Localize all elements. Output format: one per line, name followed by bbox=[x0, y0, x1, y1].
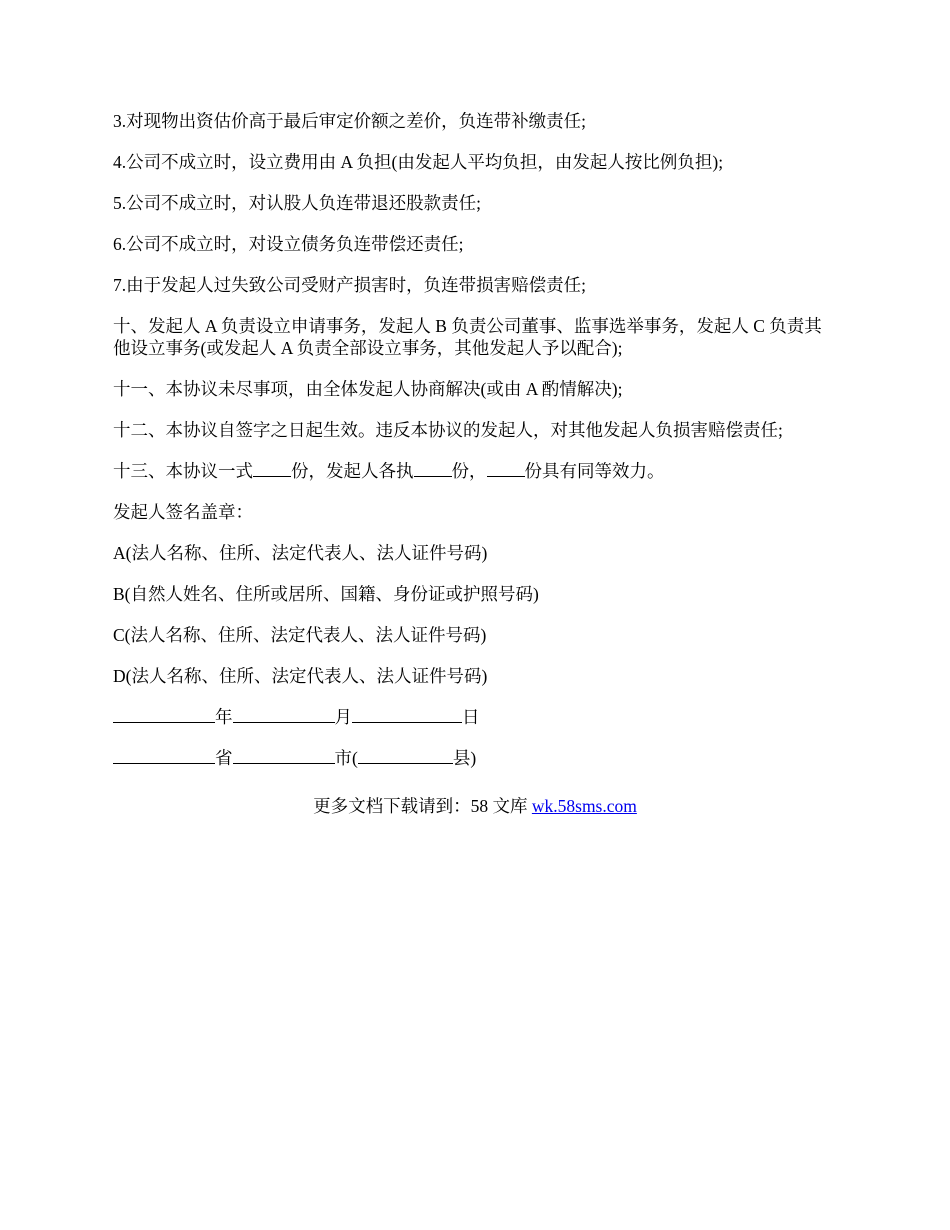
year-label: 年 bbox=[215, 707, 233, 727]
blank-line bbox=[414, 460, 452, 477]
clause-5: 5.公司不成立时，对认股人负连带退还股款责任; bbox=[113, 193, 481, 213]
copies-text-1: 十三、本协议一式 bbox=[113, 461, 253, 481]
copies-text-3: 份， bbox=[451, 461, 487, 481]
clause-6: 6.公司不成立时，对设立债务负连带偿还责任; bbox=[113, 234, 464, 254]
blank-line bbox=[352, 706, 462, 723]
place-line bbox=[113, 747, 833, 770]
copies-text-4: 份具有同等效力。 bbox=[524, 461, 665, 481]
blank-line bbox=[113, 747, 215, 764]
blank-line bbox=[233, 706, 335, 723]
month-label: 月 bbox=[334, 707, 352, 727]
article-10: 十、发起人 A 负责设立申请事务，发起人 B 负责公司董事、监事选举事务，发起人 C 负责其他设立事务(或发起人 A 负责全部设立事务，其他发起人予以配合); bbox=[113, 316, 822, 358]
clause-7: 7.由于发起人过失致公司受财产损害时，负连带损害赔偿责任; bbox=[113, 275, 586, 295]
download-footer bbox=[0, 795, 950, 818]
date-line bbox=[113, 706, 833, 729]
footer-text: 更多文档下载请到：58 文库 bbox=[313, 796, 532, 816]
county-label: 县) bbox=[452, 748, 477, 768]
city-label: 市( bbox=[334, 748, 358, 768]
article-11: 十一、本协议未尽事项，由全体发起人协商解决(或由 A 酌情解决); bbox=[113, 379, 623, 399]
article-13 bbox=[113, 460, 833, 483]
copies-text-2: 份，发起人各执 bbox=[291, 461, 414, 481]
day-label: 日 bbox=[462, 707, 480, 727]
party-b: B(自然人姓名、住所或居所、国籍、身份证或护照号码) bbox=[113, 584, 539, 604]
blank-line bbox=[113, 706, 215, 723]
document-body bbox=[113, 110, 833, 788]
article-12: 十二、本协议自签字之日起生效。违反本协议的发起人，对其他发起人负损害赔偿责任; bbox=[113, 420, 783, 440]
blank-line bbox=[253, 460, 291, 477]
clause-4: 4.公司不成立时，设立费用由 A 负担(由发起人平均负担，由发起人按比例负担); bbox=[113, 152, 724, 172]
party-d: D(法人名称、住所、法定代表人、法人证件号码) bbox=[113, 666, 488, 686]
clause-3: 3.对现物出资估价高于最后审定价额之差价，负连带补缴责任; bbox=[113, 111, 586, 131]
signature-heading: 发起人签名盖章： bbox=[113, 502, 253, 522]
footer-link[interactable]: wk.58sms.com bbox=[531, 796, 637, 816]
party-a: A(法人名称、住所、法定代表人、法人证件号码) bbox=[113, 543, 488, 563]
blank-line bbox=[487, 460, 525, 477]
province-label: 省 bbox=[215, 748, 233, 768]
blank-line bbox=[233, 747, 335, 764]
party-c: C(法人名称、住所、法定代表人、法人证件号码) bbox=[113, 625, 487, 645]
blank-line bbox=[358, 747, 453, 764]
